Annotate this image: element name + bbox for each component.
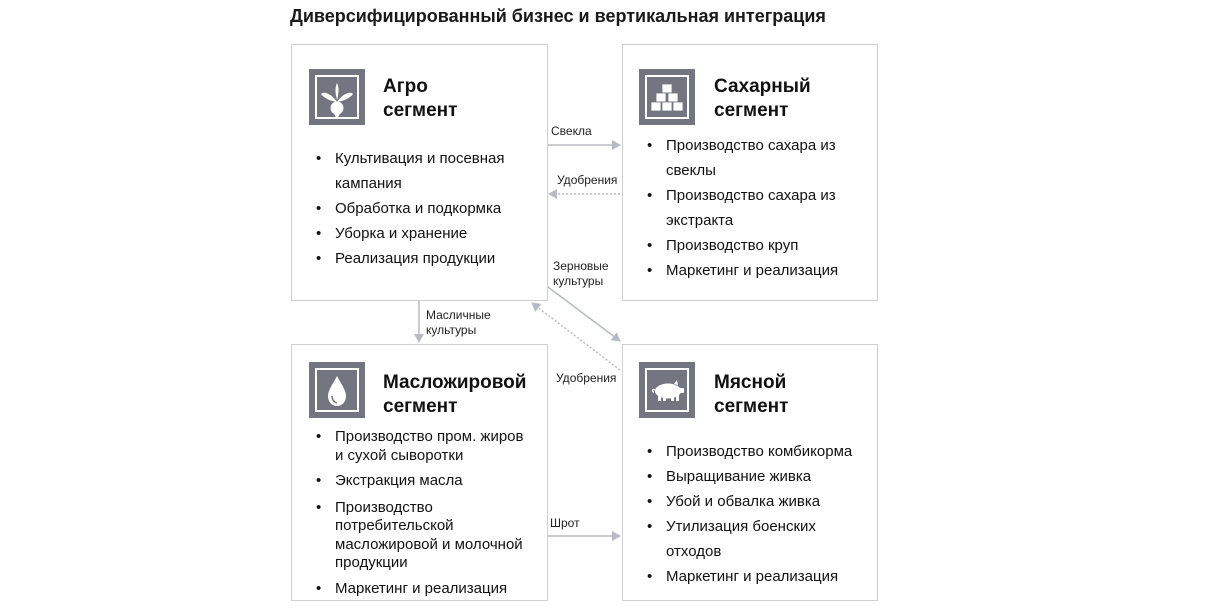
oil-drop-icon [309, 362, 365, 418]
meal-flow-label: Шрот [550, 516, 580, 530]
list-item: • Производство сахара из экстракта [645, 183, 860, 233]
list-item: • Производство сахара из свеклы [645, 133, 860, 183]
pig-icon [639, 362, 695, 418]
list-item: • Маркетинг и реализация [645, 564, 860, 589]
list-item: • Убой и обвалка живка [645, 489, 860, 514]
grain-flow-label-line2: культуры [553, 274, 604, 288]
meat-title-line2: сегмент [714, 396, 789, 417]
list-item: • Уборка и хранение [314, 221, 544, 246]
list-item: • Производство круп [645, 233, 860, 258]
oil-items [314, 428, 529, 598]
list-item: • Маркетинг и реализация [645, 258, 860, 283]
list-item: • Производство комбикорма [645, 439, 860, 464]
sugar-title [714, 75, 811, 123]
list-item: • Маркетинг и реализация [314, 580, 529, 599]
grain-flow-label [553, 259, 609, 289]
fertilizer-meat-flow-label: Удобрения [556, 371, 617, 385]
agro-title-line1: Агро [383, 76, 428, 97]
oilseed-flow-label [426, 308, 491, 338]
meat-segment-box [622, 344, 878, 601]
agro-items [314, 146, 544, 271]
list-item: • Реализация продукции [314, 246, 544, 271]
page-title: Диверсифицированный бизнес и вертикальная интеграция [290, 6, 826, 26]
list-item: • Выращивание живка [645, 464, 860, 489]
agro-title [383, 75, 457, 123]
agro-segment-box [291, 44, 548, 301]
sugar-title-line1: Сахарный [714, 76, 811, 97]
oil-title-line1: Масложировой [383, 372, 527, 393]
sugar-items [645, 133, 860, 283]
grain-flow-label-line1: Зерновые [553, 259, 609, 273]
meat-items [645, 439, 860, 589]
fertilizer-sugar-flow-label: Удобрения [557, 173, 618, 187]
oilseed-flow-label-line2: культуры [426, 323, 477, 337]
list-item: • Производство пром. жиров и сухой сыворотки [314, 428, 529, 465]
sugar-cubes-icon [639, 69, 695, 125]
sugar-title-line2: сегмент [714, 100, 789, 121]
oil-title-line2: сегмент [383, 396, 458, 417]
oil-title [383, 371, 526, 419]
agro-title-line2: сегмент [383, 100, 458, 121]
sugar-segment-box [622, 44, 878, 301]
oil-segment-box [291, 344, 548, 601]
list-item: • Обработка и подкормка [314, 196, 544, 221]
beet-icon [309, 69, 365, 125]
list-item: • Экстракция масла [314, 472, 529, 491]
meat-title [714, 371, 788, 419]
meat-title-line1: Мясной [714, 372, 787, 393]
list-item: • Культивация и посевная кампания [314, 146, 544, 196]
list-item: • Утилизация боенских отходов [645, 514, 860, 564]
list-item: • Производство потребительской масложировой и молочной продукции [314, 499, 529, 573]
oilseed-flow-label-line1: Масличные [426, 308, 491, 322]
beet-flow-label: Свекла [551, 124, 592, 138]
